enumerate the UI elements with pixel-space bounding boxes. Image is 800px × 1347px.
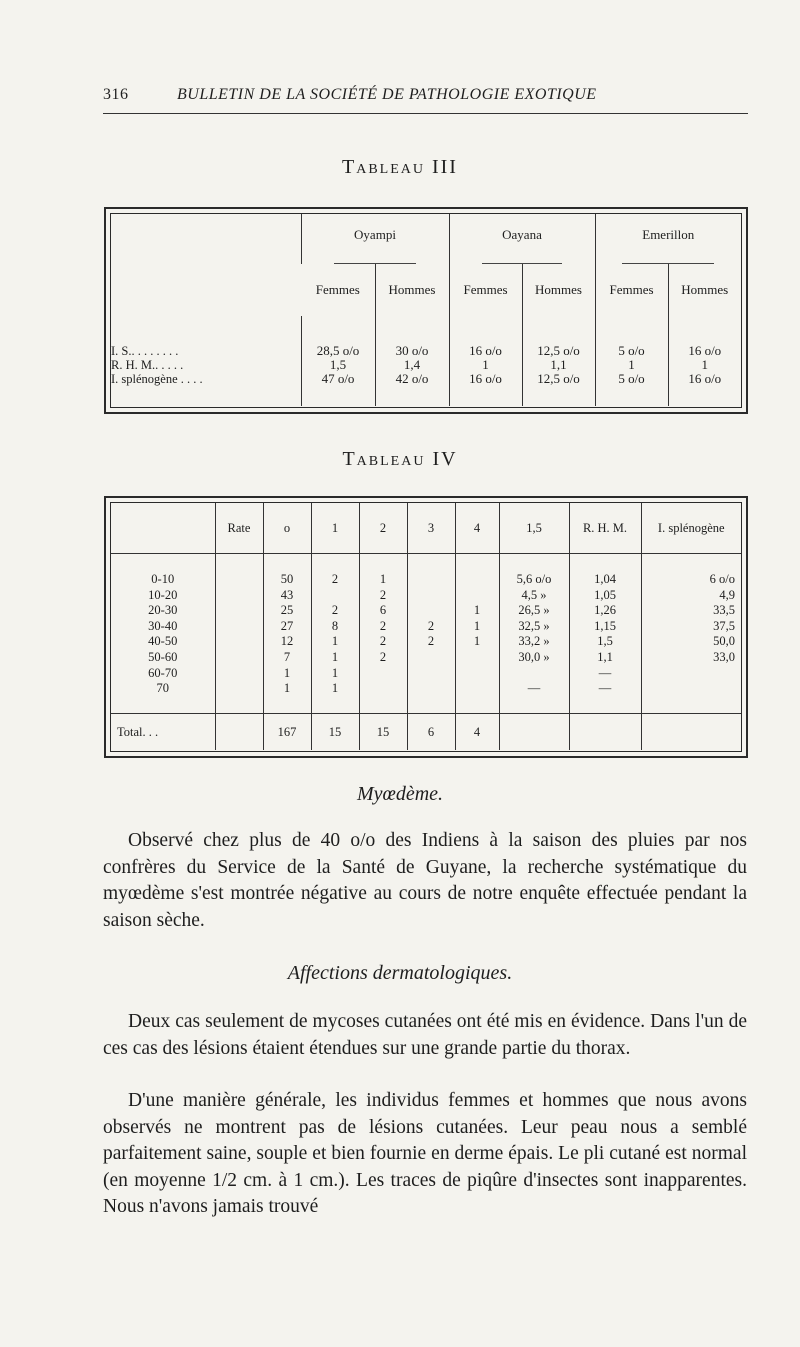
table-cell	[500, 666, 569, 682]
table-cell	[456, 681, 499, 697]
table4	[111, 503, 741, 750]
table-cell	[408, 681, 455, 697]
table-cell	[312, 588, 359, 604]
table-cell: 16 o/o	[469, 371, 502, 386]
table-cell	[642, 681, 736, 697]
table-cell	[360, 681, 407, 697]
table-cell: 1,1	[597, 649, 613, 664]
table-cell: 1	[331, 634, 339, 649]
age-label: 60-70	[148, 665, 178, 680]
table-cell: 26,5 »	[518, 603, 550, 618]
table-cell: 1	[331, 649, 339, 664]
table3	[111, 214, 741, 406]
table-cell: 5,6 o/o	[516, 572, 552, 586]
table-cell: 5 o/o	[618, 343, 645, 358]
total-cell: 15	[328, 724, 342, 739]
age-label: 50-60	[148, 649, 178, 664]
table-cell	[456, 588, 499, 604]
total-cell: 4	[473, 724, 481, 739]
column-header: 3	[427, 520, 435, 535]
table-cell: 2	[379, 649, 387, 664]
table4-title: Tableau IV	[342, 448, 458, 470]
table-cell: 1	[331, 681, 339, 696]
table-cell: 42 o/o	[395, 371, 429, 386]
table-cell	[456, 650, 499, 666]
table-cell	[408, 588, 455, 604]
table-cell: 2	[379, 618, 387, 633]
table-cell: —	[527, 681, 541, 696]
age-label: 30-40	[148, 618, 178, 633]
group-header: Oayana	[482, 227, 562, 264]
table-cell: 30 o/o	[395, 343, 429, 358]
table-cell: 16 o/o	[688, 343, 722, 358]
table-cell	[456, 572, 499, 588]
section-title-myoedeme: Myœdème.	[356, 783, 444, 805]
table-cell: 6	[379, 603, 387, 618]
table-cell: 37,5	[713, 618, 735, 633]
table-cell: 16 o/o	[469, 343, 502, 358]
table-cell: 1	[628, 357, 635, 372]
paragraph-derm-1: Deux cas seulement de mycoses cutanées ont été mis en évidence. Dans l'un de ces cas des lésions étaient étendues sur une grande partie du thorax.	[103, 1011, 747, 1059]
table-cell	[408, 572, 455, 588]
age-label: 70	[156, 681, 169, 696]
subheader: Femmes	[315, 282, 360, 297]
column-header: 2	[379, 520, 387, 535]
table-cell: 6 o/o	[709, 572, 735, 586]
age-label: 0-10	[151, 572, 175, 586]
table3-title: Tableau III	[342, 156, 458, 178]
table-cell: 2	[427, 618, 435, 633]
table-cell: —	[598, 665, 612, 680]
table-cell: 1,5	[597, 634, 613, 649]
table-cell: 1,04	[594, 572, 616, 586]
table-cell: 1,05	[594, 587, 616, 602]
table-cell: 1	[331, 665, 339, 680]
column-header: 1,5	[526, 520, 542, 535]
age-label: 40-50	[148, 634, 178, 649]
table-cell: 1	[473, 603, 481, 618]
total-label: Total. . .	[117, 724, 159, 739]
table-cell	[642, 666, 736, 682]
age-label: 10-20	[148, 587, 178, 602]
subheader: Femmes	[463, 282, 508, 297]
column-header: o	[283, 520, 291, 535]
table-cell	[408, 666, 455, 682]
table-cell: 28,5 o/o	[316, 343, 360, 358]
table-cell: 43	[280, 587, 294, 602]
page-number: 316	[103, 86, 129, 103]
table-cell: 2	[331, 572, 339, 586]
table-cell: 32,5 »	[518, 618, 550, 633]
table-cell: 5 o/o	[618, 371, 645, 386]
table-cell: 2	[379, 587, 387, 602]
table-cell: 1,1	[550, 357, 567, 372]
group-header: Emerillon	[622, 227, 714, 264]
table-cell: 47 o/o	[321, 371, 355, 386]
table-cell: 1	[473, 634, 481, 649]
table-cell: 33,5	[713, 603, 735, 618]
table-cell: 16 o/o	[688, 371, 722, 386]
table-cell: 1,5	[329, 357, 347, 372]
paragraph-derm-2: D'une manière générale, les individus femmes et hommes que nous avons observés ne montrent pas de lésions cutanées. Leur peau nous a semblé parfaitement saine, souple et bien fournie en derme épais. Le pli cutané est normal (en moyenne 1/2 cm. à 1 cm.). Les traces de piqûre d'insectes sont inapparentes. Nous n'avons jamais trouvé	[103, 1090, 747, 1217]
table-cell: 2	[331, 603, 339, 618]
table-cell: 4,9	[719, 587, 735, 602]
column-header: Rate	[227, 520, 251, 535]
table-cell: 1,15	[594, 618, 616, 633]
column-header: R. H. M.	[582, 520, 628, 535]
table-cell	[456, 666, 499, 682]
table-cell: 25	[280, 603, 294, 618]
table-cell: 2	[379, 634, 387, 649]
table-cell: 2	[427, 634, 435, 649]
table-cell: 50	[280, 572, 294, 586]
column-header: 1	[331, 520, 339, 535]
total-cell: 15	[376, 724, 390, 739]
table-cell	[408, 650, 455, 666]
table-cell: 1	[283, 665, 291, 680]
column-header: I. splénogène	[657, 520, 725, 535]
table-cell: 8	[331, 618, 339, 633]
section-title-dermatologiques: Affections dermatologiques.	[287, 962, 513, 984]
paragraph-myoedeme: Observé chez plus de 40 o/o des Indiens à la saison des pluies par nos confrères du Service de la Santé de Guyane, la recherche systématique du myœdème s'est montrée négative au cours de notre enquête effectuée pendant la saison sèche.	[103, 830, 747, 931]
row-label: R. H. M.. . . . .	[111, 358, 184, 372]
column-header: 4	[473, 520, 481, 535]
table-cell: 27	[280, 618, 294, 633]
table-cell: 12	[280, 634, 294, 649]
table-cell: 1	[473, 618, 481, 633]
row-label: I. S.. . . . . . . .	[111, 344, 179, 358]
table-cell	[408, 603, 455, 619]
table-cell: 7	[283, 649, 291, 664]
total-cell: 167	[277, 724, 297, 739]
table-cell: 12,5 o/o	[537, 343, 580, 358]
table-cell: 1	[283, 681, 291, 696]
table-cell: 33,0	[713, 649, 735, 664]
table-cell: 33,2 »	[518, 634, 550, 649]
subheader: Hommes	[535, 282, 582, 297]
row-label: I. splénogène . . . .	[111, 372, 203, 386]
journal-title: BULLETIN DE LA SOCIÉTÉ DE PATHOLOGIE EXOTIQUE	[177, 86, 597, 103]
table-cell: 1	[379, 572, 387, 586]
table-cell: 1	[701, 357, 708, 372]
subheader: Hommes	[681, 282, 729, 297]
subheader: Hommes	[388, 282, 436, 297]
table-cell: 30,0 »	[518, 649, 550, 664]
running-header	[103, 86, 743, 110]
group-header: Oyampi	[334, 227, 416, 264]
subheader: Femmes	[609, 282, 654, 297]
table-cell: 12,5 o/o	[537, 371, 580, 386]
table-cell: 4,5 »	[521, 587, 547, 602]
table-cell: 1	[482, 357, 489, 372]
age-label: 20-30	[148, 603, 178, 618]
total-cell: 6	[427, 724, 435, 739]
table-cell: 1,26	[594, 603, 616, 618]
table-cell: 1,4	[403, 357, 421, 372]
table-cell	[360, 666, 407, 682]
table-cell: 50,0	[713, 634, 735, 649]
table-cell: —	[598, 681, 612, 696]
header-rule	[103, 113, 748, 114]
